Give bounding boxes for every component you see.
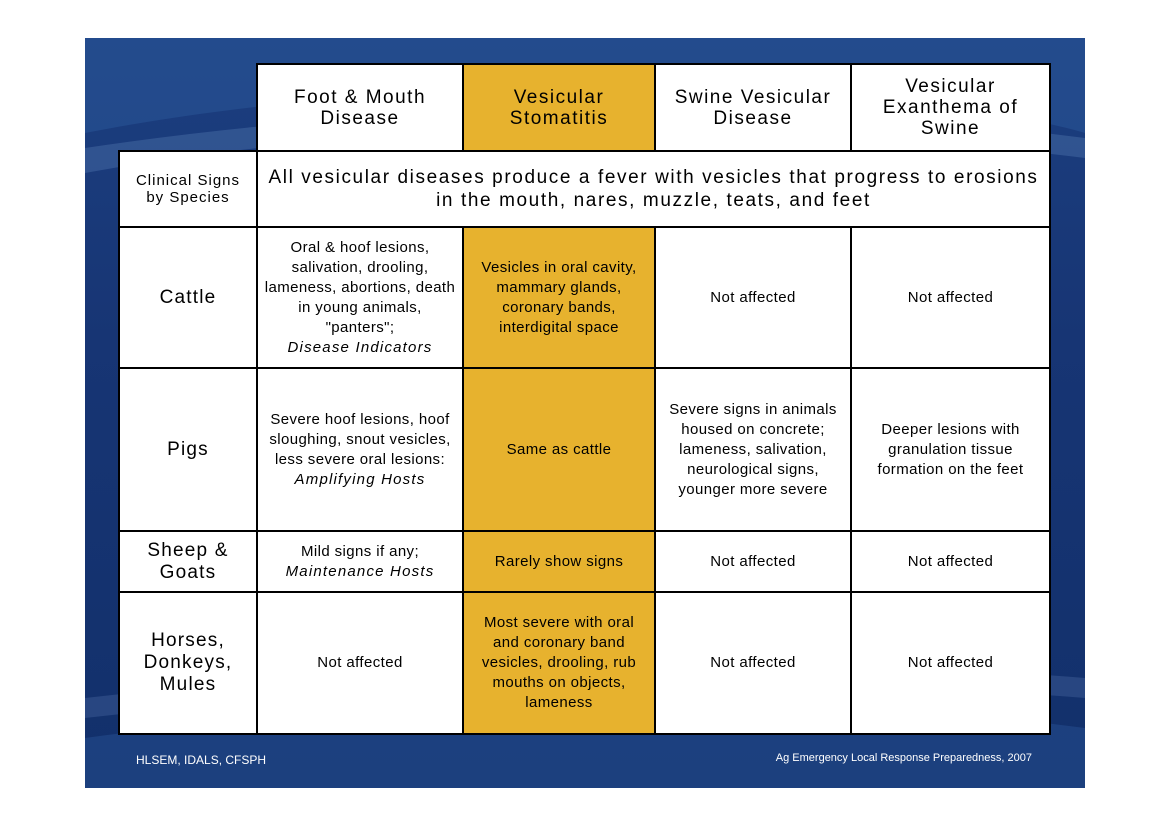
cell-cattle-fmd: [257, 227, 463, 368]
cell-text: Severe hoof lesions, hoof sloughing, snout vesicles, less severe oral lesions:: [269, 410, 451, 468]
vesicular-disease-table: [118, 63, 1051, 735]
cell-pigs-ves: Deeper lesions with granulation tissue formation on the feet: [851, 368, 1050, 531]
cell-cattle-svd: Not affected: [655, 227, 851, 368]
row-header-cattle: Cattle: [119, 227, 257, 368]
cell-sheep-svd: Not affected: [655, 531, 851, 592]
footer-credits: HLSEM, IDALS, CFSPH: [136, 753, 267, 767]
row-header-horses: Horses, Donkeys, Mules: [119, 592, 257, 734]
table-row-pigs: [119, 368, 1050, 531]
cell-note: Maintenance Hosts: [285, 562, 435, 580]
cell-pigs-svd: Severe signs in animals housed on concrete; lameness, salivation, neurological signs, younger more severe: [655, 368, 851, 531]
footer-course-title: Ag Emergency Local Response Preparedness, 2007: [775, 752, 1032, 764]
col-header-foot-and-mouth: Foot & Mouth Disease: [257, 64, 463, 151]
cell-cattle-vs: Vesicles in oral cavity, mammary glands, coronary bands, interdigital space: [463, 227, 655, 368]
cell-sheep-vs: Rarely show signs: [463, 531, 655, 592]
clinical-signs-summary: All vesicular diseases produce a fever with vesicles that progress to erosions in the mouth, nares, muzzle, teats, and feet: [257, 151, 1050, 227]
cell-horses-svd: Not affected: [655, 592, 851, 734]
col-header-vesicular-stomatitis: Vesicular Stomatitis: [463, 64, 655, 151]
cell-note: Disease Indicators: [287, 338, 433, 356]
clinical-signs-row: [119, 151, 1050, 227]
cell-pigs-vs: Same as cattle: [463, 368, 655, 531]
cell-pigs-fmd: [257, 368, 463, 531]
cell-horses-fmd: Not affected: [257, 592, 463, 734]
cell-sheep-fmd: [257, 531, 463, 592]
cell-text: Mild signs if any;: [300, 542, 420, 560]
table-row-horses: [119, 592, 1050, 734]
row-header-pigs: Pigs: [119, 368, 257, 531]
cell-horses-ves: Not affected: [851, 592, 1050, 734]
table-row-sheep-goats: [119, 531, 1050, 592]
cell-cattle-ves: Not affected: [851, 227, 1050, 368]
header-row: [119, 64, 1050, 151]
col-header-vesicular-exanthema: Vesicular Exanthema of Swine: [851, 64, 1050, 151]
slide-background: [85, 38, 1085, 788]
cell-note: Amplifying Hosts: [294, 470, 426, 488]
col-header-swine-vesicular: Swine Vesicular Disease: [655, 64, 851, 151]
row-header-sheep-goats: Sheep & Goats: [119, 531, 257, 592]
cell-sheep-ves: Not affected: [851, 531, 1050, 592]
cell-horses-vs: Most severe with oral and coronary band vesicles, drooling, rub mouths on objects, lameness: [463, 592, 655, 734]
row-header-clinical-signs: Clinical Signs by Species: [119, 151, 257, 227]
cell-text: Oral & hoof lesions, salivation, drooling, lameness, abortions, death in young animals, "panters";: [264, 238, 456, 336]
table-row-cattle: [119, 227, 1050, 368]
corner-blank: [119, 64, 257, 151]
